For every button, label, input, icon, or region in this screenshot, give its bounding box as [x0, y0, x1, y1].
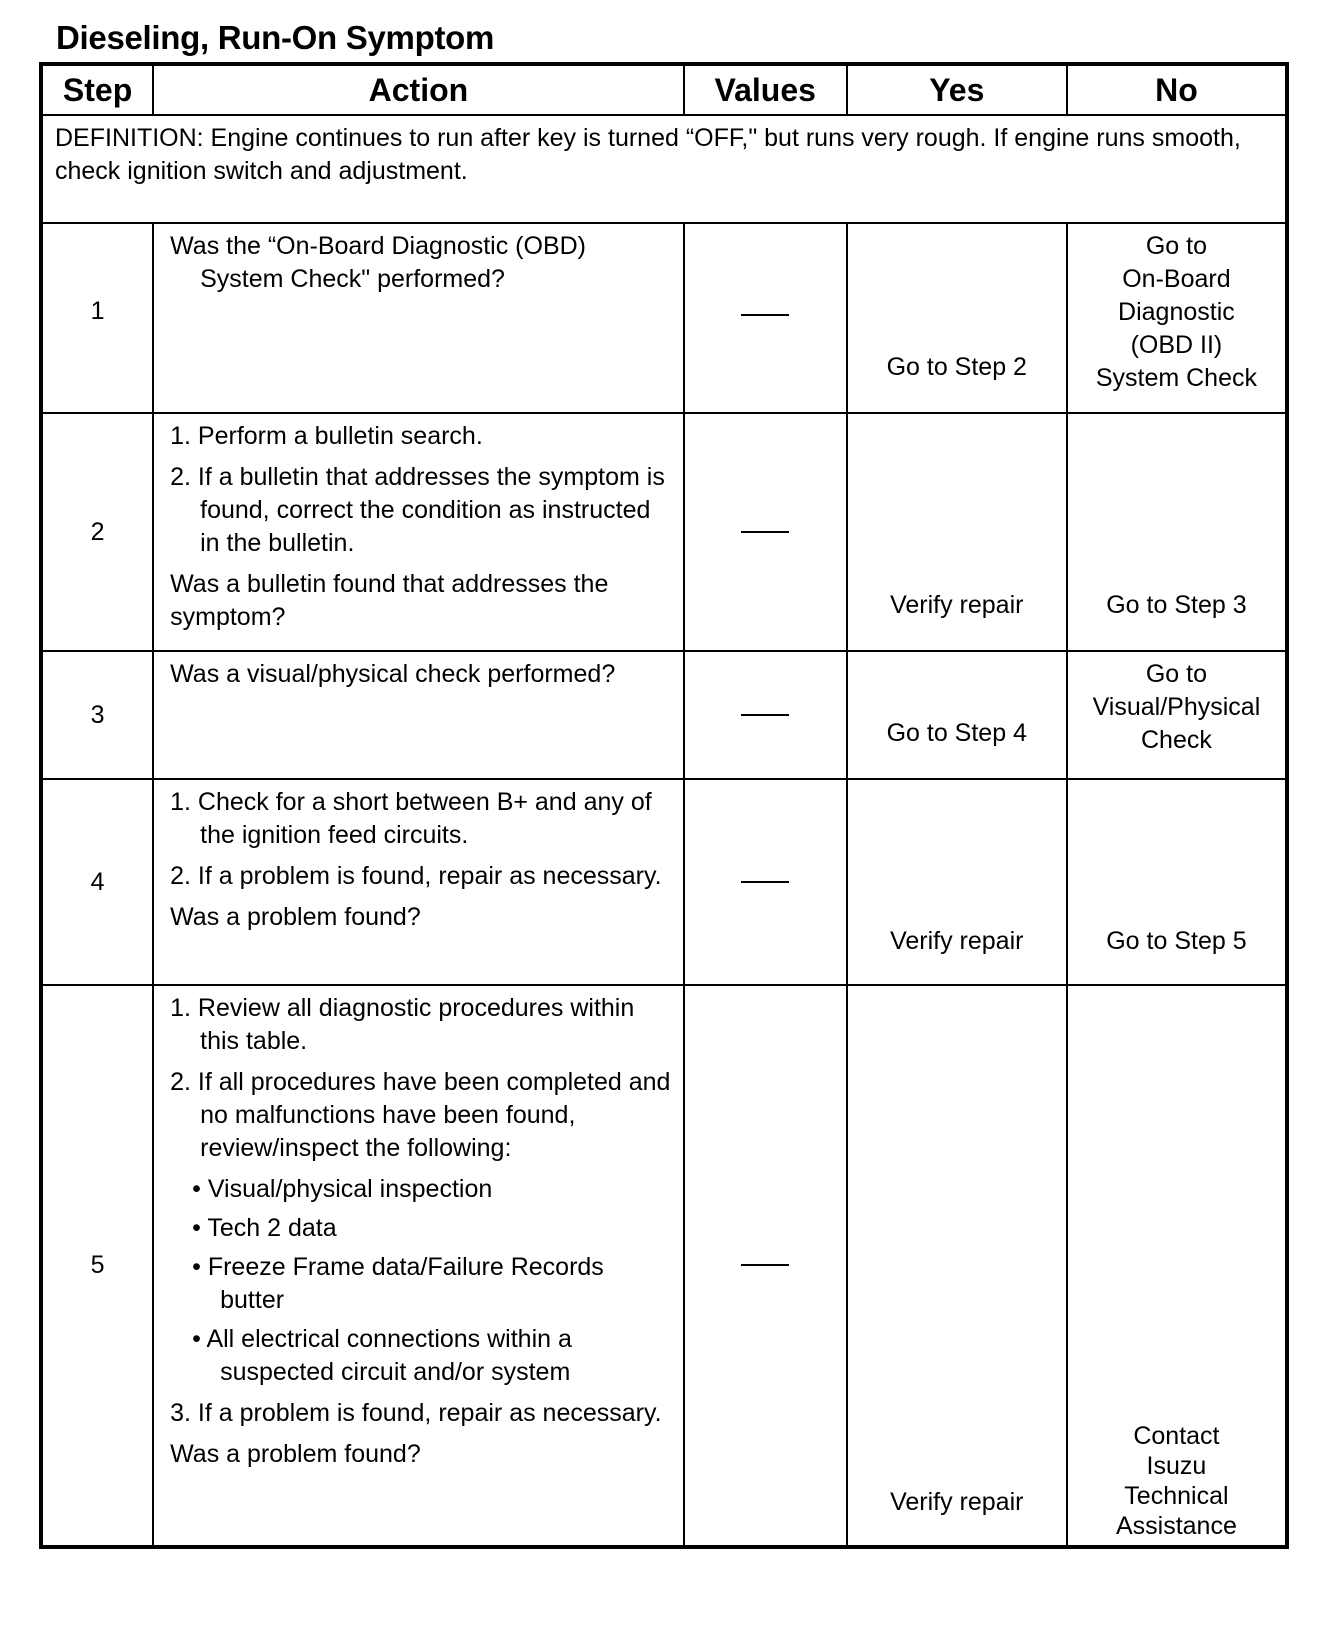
header-action: Action [153, 64, 684, 115]
yes-cell: Verify repair [847, 779, 1067, 985]
definition-row [41, 115, 1287, 223]
no-line: Diagnostic [1118, 298, 1235, 326]
value-dash [741, 1264, 789, 1266]
action-item: 2. If a bulletin that addresses the symptom is found, correct the condition as instructed in the bulletin. [170, 463, 665, 557]
yes-cell: Go to Step 4 [847, 651, 1067, 779]
no-line: Assistance [1115, 1512, 1237, 1540]
action-item: 1. Review all diagnostic procedures within this table. [170, 994, 635, 1055]
step-number: 1 [41, 223, 153, 413]
header-row [41, 64, 1287, 115]
action-question: Was the “On-Board Diagnostic (OBD) System Check" performed? [170, 232, 586, 293]
no-line: On-Board [1122, 265, 1231, 293]
table-row [41, 223, 1287, 413]
action-item: 2. If all procedures have been completed and no malfunctions have been found, review/inspect the following: [170, 1068, 671, 1162]
page-title: Dieseling, Run-On Symptom [56, 19, 495, 56]
bullet-list [170, 1173, 673, 1389]
list-item: • Visual/physical inspection [192, 1175, 493, 1203]
no-cell: Go to Step 5 [1067, 779, 1287, 985]
no-line: Check [1140, 726, 1212, 754]
list-item: • All electrical connections within a suspected circuit and/or system [192, 1325, 572, 1386]
value-dash [741, 714, 789, 716]
value-cell [684, 985, 847, 1547]
action-cell [153, 413, 684, 651]
action-item: 3. If a problem is found, repair as necessary. [170, 1399, 662, 1427]
no-cell [1067, 985, 1287, 1547]
no-line: Visual/Physical [1092, 693, 1261, 721]
action-cell [153, 223, 684, 413]
header-yes: Yes [847, 64, 1067, 115]
action-question: Was a bulletin found that addresses the symptom? [170, 570, 609, 631]
table-row [41, 651, 1287, 779]
no-line: Go to [1145, 232, 1207, 260]
no-line: System Check [1095, 364, 1257, 392]
action-cell [153, 985, 684, 1547]
value-dash [741, 881, 789, 883]
table-row [41, 413, 1287, 651]
action-question: Was a visual/physical check performed? [170, 660, 616, 688]
value-cell [684, 779, 847, 985]
no-line: Technical [1124, 1482, 1229, 1510]
list-item: • Freeze Frame data/Failure Records butter [192, 1253, 604, 1314]
value-cell [684, 223, 847, 413]
step-number: 3 [41, 651, 153, 779]
action-question: Was a problem found? [170, 903, 421, 931]
value-cell [684, 413, 847, 651]
value-dash [741, 314, 789, 316]
yes-cell: Go to Step 2 [847, 223, 1067, 413]
value-cell [684, 651, 847, 779]
action-cell [153, 779, 684, 985]
yes-cell: Verify repair [847, 413, 1067, 651]
definition-text: DEFINITION: Engine continues to run after key is turned “OFF," but runs very rough. If engine runs smooth, check ignition switch and adjustment. [41, 115, 1287, 223]
no-line: Contact [1133, 1422, 1220, 1450]
step-number: 5 [41, 985, 153, 1547]
action-question: Was a problem found? [170, 1440, 421, 1468]
value-dash [741, 531, 789, 533]
header-values: Values [684, 64, 847, 115]
no-cell: Go to Step 3 [1067, 413, 1287, 651]
no-line: Go to [1145, 660, 1207, 688]
action-item: 1. Perform a bulletin search. [170, 422, 483, 450]
no-line: Isuzu [1146, 1452, 1207, 1480]
step-number: 2 [41, 413, 153, 651]
list-item: • Tech 2 data [192, 1214, 337, 1242]
action-cell [153, 651, 684, 779]
header-no: No [1067, 64, 1287, 115]
header-step: Step [41, 64, 153, 115]
table-row [41, 779, 1287, 985]
no-cell [1067, 651, 1287, 779]
step-number: 4 [41, 779, 153, 985]
no-line: (OBD II) [1130, 331, 1223, 359]
yes-cell: Verify repair [847, 985, 1067, 1547]
diagnostic-table [39, 62, 1289, 1549]
action-item: 1. Check for a short between B+ and any of the ignition feed circuits. [170, 788, 652, 849]
no-cell [1067, 223, 1287, 413]
action-item: 2. If a problem is found, repair as necessary. [170, 862, 662, 890]
table-row [41, 985, 1287, 1547]
